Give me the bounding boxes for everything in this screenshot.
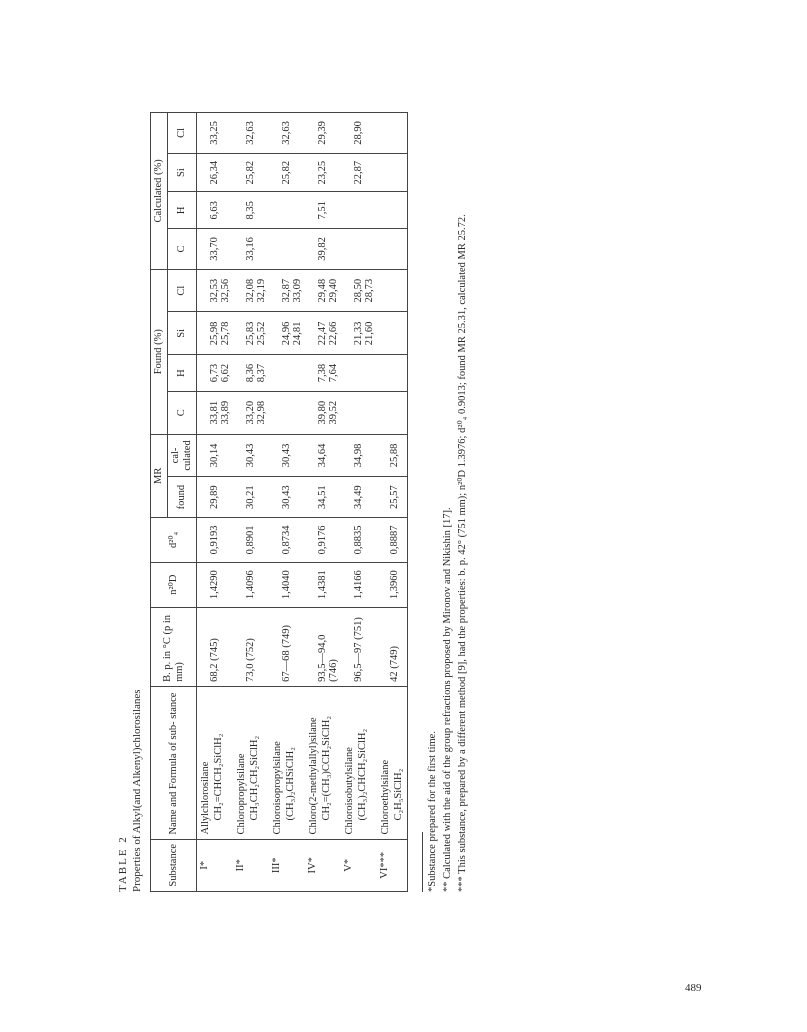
value-mr_found: 29,89 xyxy=(197,477,234,518)
value-mr_found: 30,21 xyxy=(233,477,269,518)
value-fc xyxy=(377,391,408,434)
footnote-rule xyxy=(422,832,423,892)
value-csi: 23,25 xyxy=(305,153,341,192)
value-cc: 39,82 xyxy=(305,229,341,270)
substance-name: Chloroethylsilane xyxy=(380,759,391,835)
value-ch: 6,63 xyxy=(197,192,234,229)
boiling-point: 96,5—97 (751) xyxy=(341,607,377,686)
substance-id: IV* xyxy=(305,839,341,891)
value-mr_calc: 34,98 xyxy=(341,434,377,477)
substance-formula: (CH₃)₂CHCH₂SiClH₂ xyxy=(357,728,368,821)
value-fcl: 29,48 29,40 xyxy=(305,269,341,312)
substance-formula: C₂H₅SiClH₂ xyxy=(393,768,404,821)
substance-name: Allylchlorosilane xyxy=(200,761,211,835)
substance-name-cell xyxy=(305,686,341,839)
header-mr: MR xyxy=(151,434,168,517)
properties-table xyxy=(150,112,408,892)
header-mr-calc: cal- culated xyxy=(168,434,197,477)
substance-id: I* xyxy=(197,839,234,891)
value-fsi: 21,33 21,60 xyxy=(341,312,377,355)
value-csi: 26,34 xyxy=(197,153,234,192)
page-number: 489 xyxy=(685,982,702,994)
value-nd: 1,4096 xyxy=(233,562,269,607)
value-d: 0,9176 xyxy=(305,518,341,563)
substance-name: Chloroisopropylsilane xyxy=(272,741,283,835)
value-fh xyxy=(341,355,377,392)
header-name: Name and Formula of sub- stance xyxy=(151,686,197,839)
header-bp: B. p. in °C (p in mm) xyxy=(151,607,197,686)
value-csi xyxy=(377,153,408,192)
value-d: 0,8887 xyxy=(377,518,408,563)
value-fh: 6,73 6,62 xyxy=(197,355,234,392)
value-nd: 1,4290 xyxy=(197,562,234,607)
value-fc: 39,80 39,52 xyxy=(305,391,341,434)
substance-id: III* xyxy=(269,839,305,891)
boiling-point: 67—68 (749) xyxy=(269,607,305,686)
header-calc-h: H xyxy=(168,192,197,229)
header-calc-si: Si xyxy=(168,153,197,192)
value-fsi xyxy=(377,312,408,355)
table-label: TABLE 2 xyxy=(117,835,129,892)
header-found-group: Found (%) xyxy=(151,269,168,434)
value-cc: 33,16 xyxy=(233,229,269,270)
value-ccl: 28,90 xyxy=(341,113,377,154)
substance-name-cell xyxy=(377,686,408,839)
value-fsi: 22,47 22,66 xyxy=(305,312,341,355)
header-substance: Substance xyxy=(151,839,197,891)
boiling-point: 68,2 (745) xyxy=(197,607,234,686)
value-fcl: 32,08 32,19 xyxy=(233,269,269,312)
value-fc xyxy=(341,391,377,434)
footnotes xyxy=(422,112,470,892)
value-ccl xyxy=(377,113,408,154)
value-mr_calc: 30,43 xyxy=(233,434,269,477)
value-mr_calc: 30,43 xyxy=(269,434,305,477)
substance-id: II* xyxy=(233,839,269,891)
value-d: 0,9193 xyxy=(197,518,234,563)
value-ch: 7,51 xyxy=(305,192,341,229)
value-mr_found: 34,51 xyxy=(305,477,341,518)
value-ch xyxy=(269,192,305,229)
value-fh: 7,38 7,64 xyxy=(305,355,341,392)
value-cc xyxy=(341,229,377,270)
value-ccl: 33,25 xyxy=(197,113,234,154)
value-fc: 33,20 32,98 xyxy=(233,391,269,434)
boiling-point: 42 (749) xyxy=(377,607,408,686)
value-fcl: 28,50 28,73 xyxy=(341,269,377,312)
table-row xyxy=(233,113,269,892)
value-fh: 8,36 8,37 xyxy=(233,355,269,392)
table-row xyxy=(377,113,408,892)
header-found-si: Si xyxy=(168,312,197,355)
substance-formula: (CH₃)₂CHSiClH₂ xyxy=(285,747,296,821)
table-row xyxy=(305,113,341,892)
header-calc-group: Calculated (%) xyxy=(151,113,168,270)
header-calc-c: C xyxy=(168,229,197,270)
value-csi: 22,87 xyxy=(341,153,377,192)
value-ccl: 32,63 xyxy=(269,113,305,154)
table-row xyxy=(341,113,377,892)
header-found-c: C xyxy=(168,391,197,434)
substance-name-cell xyxy=(341,686,377,839)
value-ch: 8,35 xyxy=(233,192,269,229)
value-fh xyxy=(377,355,408,392)
value-ch xyxy=(377,192,408,229)
substance-name: Chloroisobutylsilane xyxy=(344,747,355,835)
value-fcl: 32,87 33,09 xyxy=(269,269,305,312)
boiling-point: 93,5—94,0 (746) xyxy=(305,607,341,686)
table-body xyxy=(197,113,408,892)
value-ccl: 29,39 xyxy=(305,113,341,154)
footnote-3: *** This substance, prepared by a different method [9], had the properties: b. p. 42° (751 mm); n²⁰D 1.3976; d²⁰₄ 0.9013; found MR 25.31, calculated MR 25.72. xyxy=(457,214,468,892)
value-fsi: 25,83 25,52 xyxy=(233,312,269,355)
value-ccl: 32,63 xyxy=(233,113,269,154)
value-d: 0,8901 xyxy=(233,518,269,563)
table-title: Properties of Alkyl(and Alkenyl)chlorosilanes xyxy=(131,689,143,892)
value-cc xyxy=(377,229,408,270)
header-calc-cl: Cl xyxy=(168,113,197,154)
header-found-h: H xyxy=(168,355,197,392)
value-fsi: 25,98 25,78 xyxy=(197,312,234,355)
value-cc xyxy=(269,229,305,270)
value-nd: 1,3960 xyxy=(377,562,408,607)
value-mr_calc: 30,14 xyxy=(197,434,234,477)
value-fsi: 24,96 24,81 xyxy=(269,312,305,355)
substance-formula: CH₂=(CH₃)CCH₂SiClH₂ xyxy=(321,715,332,821)
value-fc: 33,81 33,89 xyxy=(197,391,234,434)
value-mr_found: 34,49 xyxy=(341,477,377,518)
value-fh xyxy=(269,355,305,392)
value-mr_found: 25,57 xyxy=(377,477,408,518)
value-fcl xyxy=(377,269,408,312)
value-nd: 1,4040 xyxy=(269,562,305,607)
header-mr-found: found xyxy=(168,477,197,518)
substance-formula: CH₂=CHCH₂SiClH₂ xyxy=(213,733,224,821)
value-ch xyxy=(341,192,377,229)
value-d: 0,8835 xyxy=(341,518,377,563)
substance-formula: CH₃CH₂CH₂SiClH₂ xyxy=(249,735,260,821)
substance-name: Chloropropylsilane xyxy=(236,753,247,835)
footnote-2: ** Calculated with the aid of the group refractions proposed by Mironov and Nikishin [17]. xyxy=(442,507,453,892)
header-nd: n²⁰D xyxy=(151,562,197,607)
header-found-cl: Cl xyxy=(168,269,197,312)
table-row xyxy=(197,113,234,892)
value-cc: 33,70 xyxy=(197,229,234,270)
substance-id: V* xyxy=(341,839,377,891)
substance-id: VI*** xyxy=(377,839,408,891)
value-csi: 25,82 xyxy=(233,153,269,192)
table-section xyxy=(116,112,470,892)
value-mr_calc: 25,88 xyxy=(377,434,408,477)
substance-name-cell xyxy=(233,686,269,839)
value-fc xyxy=(269,391,305,434)
substance-name-cell xyxy=(269,686,305,839)
substance-name: Chloro(2-methylallyl)silane xyxy=(308,717,319,835)
value-fcl: 32,53 32,56 xyxy=(197,269,234,312)
value-d: 0,8734 xyxy=(269,518,305,563)
value-csi: 25,82 xyxy=(269,153,305,192)
footnote-1: *Substance prepared for the first time. xyxy=(427,731,438,892)
value-mr_found: 30,43 xyxy=(269,477,305,518)
boiling-point: 73,0 (752) xyxy=(233,607,269,686)
value-mr_calc: 34,64 xyxy=(305,434,341,477)
substance-name-cell xyxy=(197,686,234,839)
value-nd: 1,4166 xyxy=(341,562,377,607)
header-d: d²⁰₄ xyxy=(151,518,197,563)
value-nd: 1,4381 xyxy=(305,562,341,607)
table-row xyxy=(269,113,305,892)
